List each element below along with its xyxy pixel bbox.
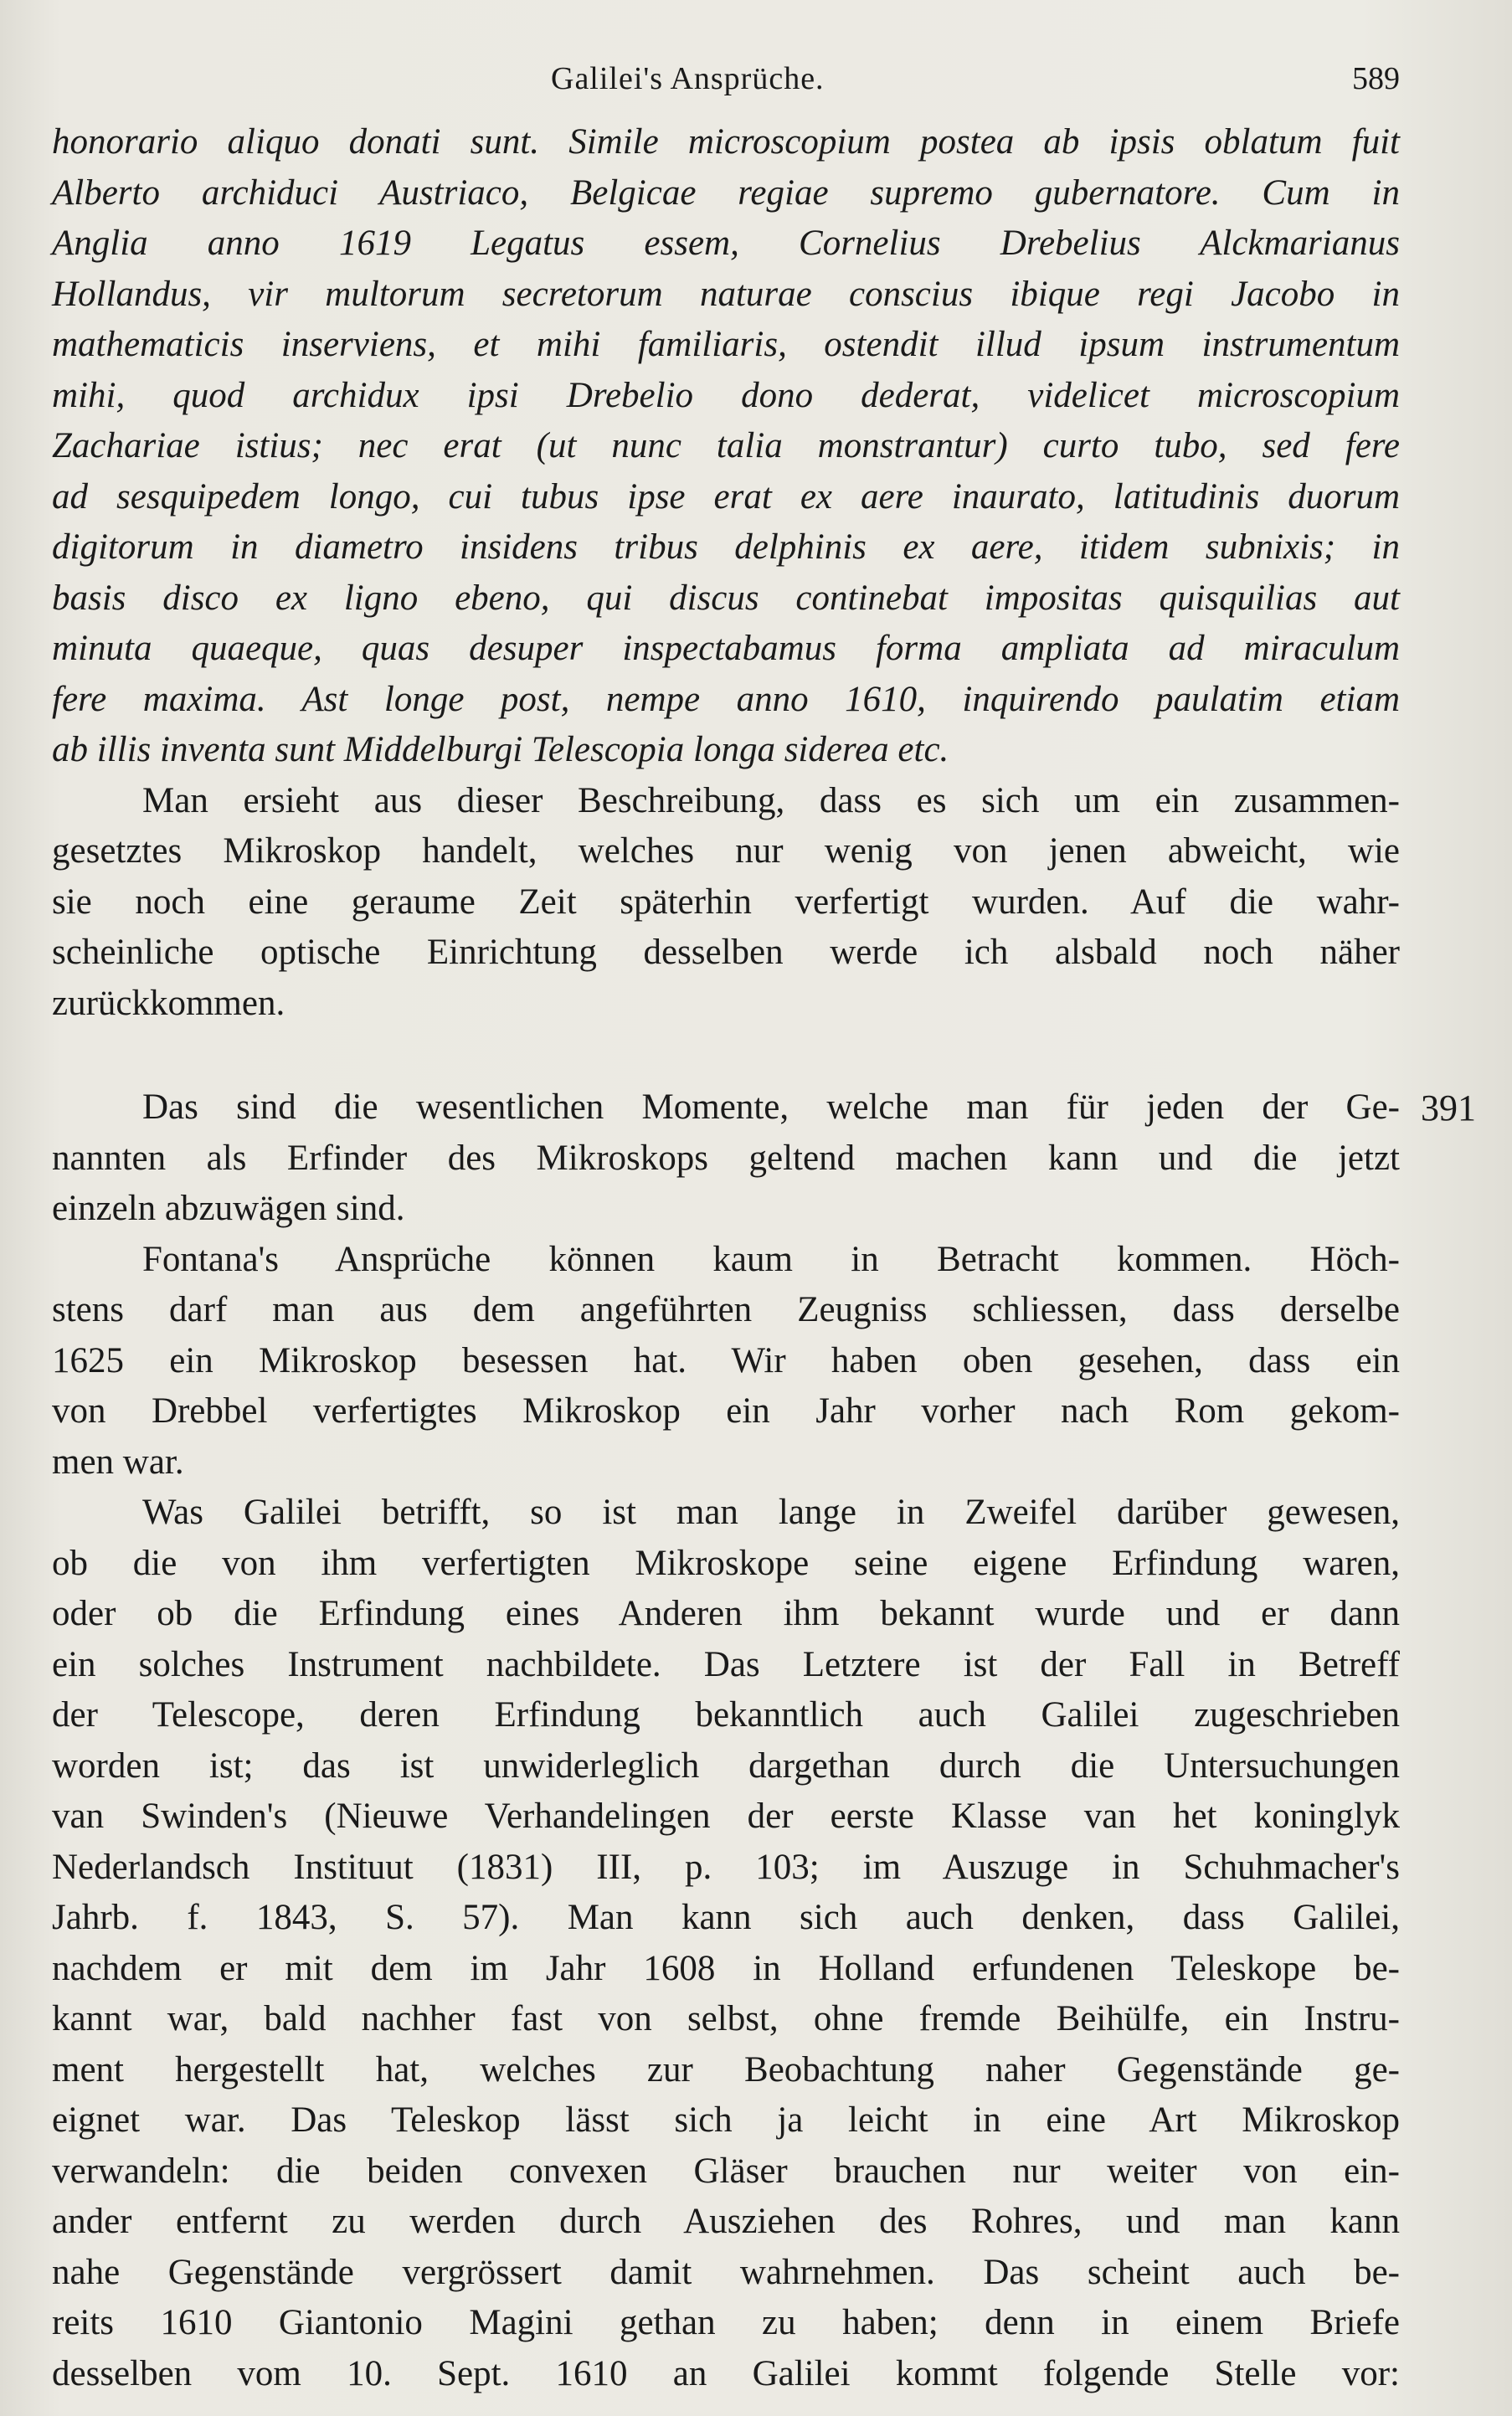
paragraph-line: Fontana's Ansprüche können kaum in Betracht kommen. Höch- — [142, 1239, 1400, 1279]
paragraph-line: Das sind die wesentlichen Momente, welche man für jeden der Ge- — [142, 1087, 1400, 1127]
paragraph-line: sie noch eine geraume Zeit späterhin verfertigt wurden. Auf die wahr- — [52, 882, 1400, 922]
paragraph-line: ein solches Instrument nachbildete. Das Letztere ist der Fall in Betreff — [52, 1644, 1400, 1684]
latin-line: Alberto archiduci Austriaco, Belgicae regiae supremo gubernatore. Cum in — [52, 172, 1400, 213]
latin-line: Hollandus, vir multorum secretorum naturae conscius ibique regi Jacobo in — [52, 274, 1400, 314]
latin-line: Zachariae istius; nec erat (ut nunc talia monstrantur) curto tubo, sed fere — [52, 426, 1400, 465]
paragraph-line: von Drebbel verfertigtes Mikroskop ein Jahr vorher nach Rom gekom- — [52, 1391, 1400, 1431]
paragraph-description — [52, 776, 1400, 1030]
latin-line: ab illis inventa sunt Middelburgi Telescopia longa siderea etc. — [52, 730, 949, 769]
latin-line: Anglia anno 1619 Legatus essem, Cornelius Drebelius Alckmarianus — [52, 224, 1400, 263]
latin-line: mathematicis inserviens, et mihi familiaris, ostendit illud ipsum instrumentum — [52, 325, 1400, 364]
paragraph-line: verwandeln: die beiden convexen Gläser brauchen nur weiter von ein- — [52, 2151, 1400, 2191]
paragraph-line: nachdem er mit dem im Jahr 1608 in Holland erfundenen Teleskope be- — [52, 1948, 1400, 1988]
latin-line: ad sesquipedem longo, cui tubus ipse erat ex aere inaurato, latitudinis duorum — [52, 476, 1400, 517]
paragraph-line: Man ersieht aus dieser Beschreibung, dass es sich um ein zusammen- — [142, 780, 1400, 820]
latin-line: basis disco ex ligno ebeno, qui discus continebat impositas quisquilias aut — [52, 578, 1400, 618]
paragraph-line: Jahrb. f. 1843, S. 57). Man kann sich auch denken, dass Galilei, — [52, 1898, 1400, 1937]
paragraph-line: scheinliche optische Einrichtung desselben werde ich alsbald noch näher — [52, 933, 1400, 972]
latin-line: minuta quaeque, quas desuper inspectabamus forma ampliata ad miraculum — [52, 629, 1400, 668]
page-header — [52, 55, 1400, 102]
paragraph-line: ander entfernt zu werden durch Ausziehen des Rohres, und man kann — [52, 2202, 1400, 2241]
paragraph-line: worden ist; das ist unwiderleglich dargethan durch die Untersuchungen — [52, 1745, 1400, 1786]
paragraph-line: stens darf man aus dem angeführten Zeugniss schliessen, dass derselbe — [52, 1290, 1400, 1329]
paragraph-line: ment hergestellt hat, welches zur Beobachtung naher Gegenstände ge- — [52, 2049, 1400, 2090]
paragraph-line: gesetztes Mikroskop handelt, welches nur wenig von jenen abweicht, wie — [52, 831, 1400, 871]
paragraph-line: Nederlandsch Instituut (1831) III, p. 103; im Auszuge in Schuhmacher's — [52, 1847, 1400, 1887]
paragraph-galilei — [52, 1488, 1400, 2399]
paragraph-line: der Telescope, deren Erfindung bekanntlich auch Galilei zugeschrieben — [52, 1695, 1400, 1735]
paragraph-line: nannten als Erfinder des Mikroskops geltend machen kann und die jetzt — [52, 1138, 1400, 1178]
paragraph-line: 1625 ein Mikroskop besessen hat. Wir haben oben gesehen, dass ein — [52, 1340, 1400, 1380]
latin-line: honorario aliquo donati sunt. Simile microscopium postea ab ipsis oblatum fuit — [52, 122, 1400, 162]
paragraph-line: eignet war. Das Teleskop lässt sich ja leicht in eine Art Mikroskop — [52, 2100, 1400, 2140]
paragraph-line: desselben vom 10. Sept. 1610 an Galilei kommt folgende Stelle vor: — [52, 2353, 1400, 2393]
paragraph-fontana — [52, 1235, 1400, 1488]
paragraph-line: van Swinden's (Nieuwe Verhandelingen der eerste Klasse van het koninglyk — [52, 1797, 1400, 1836]
latin-quote — [52, 117, 1400, 776]
latin-line: digitorum in diametro insidens tribus delphinis ex aere, itidem subnixis; in — [52, 527, 1400, 567]
latin-line: fere maxima. Ast longe post, nempe anno 1610, inquirendo paulatim etiam — [52, 679, 1400, 719]
paragraph-line: kannt war, bald nachher fast von selbst, ohne fremde Beihülfe, ein Instru- — [52, 1999, 1400, 2038]
page-number: 589 — [1352, 61, 1400, 96]
section-gap — [52, 1029, 1400, 1082]
body-text — [52, 117, 1400, 2399]
paragraph-line: ob die von ihm verfertigten Mikroskope seine eigene Erfindung waren, — [52, 1543, 1400, 1583]
paragraph-line: men war. — [52, 1442, 184, 1482]
margin-number: 391 — [1421, 1087, 1476, 1128]
paragraph-line: reits 1610 Giantonio Magini gethan zu haben; denn in einem Briefe — [52, 2303, 1400, 2342]
paragraph-line: zurückkommen. — [52, 983, 285, 1023]
paragraph-line: Was Galilei betrifft, so ist man lange in Zweifel darüber gewesen, — [142, 1493, 1400, 1532]
paragraph-line: einzeln abzuwägen sind. — [52, 1189, 405, 1228]
running-title: Galilei's Ansprüche. — [551, 61, 825, 96]
paragraph-momente — [52, 1082, 1400, 1235]
paragraph-line: oder ob die Erfindung eines Anderen ihm bekannt wurde und er dann — [52, 1594, 1400, 1633]
paragraph-line: nahe Gegenstände vergrössert damit wahrnehmen. Das scheint auch be- — [52, 2252, 1400, 2292]
latin-line: mihi, quod archidux ipsi Drebelio dono dederat, videlicet microscopium — [52, 375, 1400, 415]
